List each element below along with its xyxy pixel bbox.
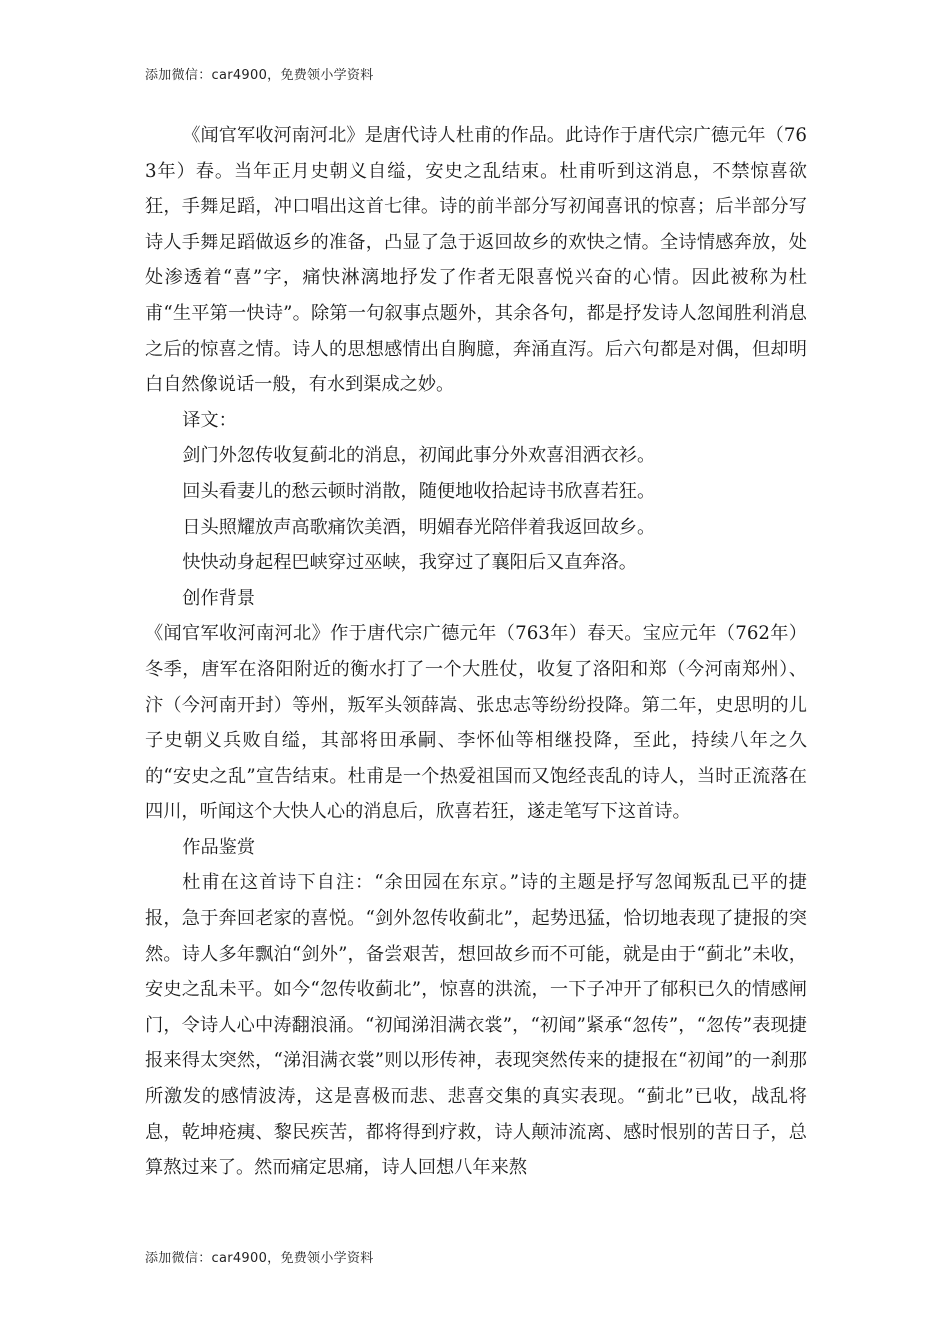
appreciation-paragraph: 杜甫在这首诗下自注：“余田园在东京。”诗的主题是抒写忽闻叛乱已平的捷报，急于奔回老家的喜悦。“剑外忽传收蓟北”，起势迅猛，恰切地表现了捷报的突然。诗人多年飘泊“剑外”，备尝艰苦，想回故乡而不可能，就是由于“蓟北”未收，安史之乱未平。如今“忽传收蓟北”，惊喜的洪流，一下子冲开了郁积已久的情感闸门，令诗人心中涛翻浪涌。“初闻涕泪满衣裳”，“初闻”紧承“忽传”，“忽传”表现捷报来得太突然，“涕泪满衣裳”则以形传神，表现突然传来的捷报在“初闻”的一刹那所激发的感情波涛，这是喜极而悲、悲喜交集的真实表现。“蓟北”已收，战乱将息，乾坤疮痍、黎民疾苦，都将得到疗救，诗人颠沛流离、感时恨别的苦日子，总算熬过来了。然而痛定思痛，诗人回想八年来熬 bbox=[145, 872, 807, 1179]
translation-line: 回头看妻儿的愁云顿时消散，随便地收拾起诗书欣喜若狂。 bbox=[182, 480, 656, 502]
appreciation-heading: 作品鉴赏 bbox=[182, 836, 256, 858]
footer-watermark: 添加微信：car4900，免费领小学资料 bbox=[145, 1251, 374, 1266]
background-paragraph: 《闻官军收河南河北》作于唐代宗广德元年（763年）春天。宝应元年（762年）冬季，唐军在洛阳附近的衡水打了一个大胜仗，收复了洛阳和郑（今河南郑州）、汴（今河南开封）等州，叛军头领薛嵩、张忠志等纷纷投降。第二年，史思明的儿子史朝义兵败自缢，其部将田承嗣、李怀仙等相继投降，至此，持续八年之久的“安史之乱”宣告结束。杜甫是一个热爱祖国而又饱经丧乱的诗人，当时正流落在四川，听闻这个大快人心的消息后，欣喜若狂，遂走笔写下这首诗。 bbox=[145, 623, 807, 823]
background-heading: 创作背景 bbox=[182, 587, 256, 609]
translation-line: 快快动身起程巴峡穿过巫峡，我穿过了襄阳后又直奔洛。 bbox=[182, 552, 637, 574]
translation-line: 日头照耀放声高歌痛饮美酒，明媚春光陪伴着我返回故乡。 bbox=[182, 516, 656, 538]
header-watermark: 添加微信：car4900，免费领小学资料 bbox=[145, 68, 374, 83]
document-body bbox=[145, 118, 807, 1186]
intro-paragraph: 《闻官军收河南河北》是唐代诗人杜甫的作品。此诗作于唐代宗广德元年（763年）春。当年正月史朝义自缢，安史之乱结束。杜甫听到这消息，不禁惊喜欲狂，手舞足蹈，冲口唱出这首七律。诗的前半部分写初闻喜讯的惊喜；后半部分写诗人手舞足蹈做返乡的准备，凸显了急于返回故乡的欢快之情。全诗情感奔放，处处渗透着“喜”字，痛快淋漓地抒发了作者无限喜悦兴奋的心情。因此被称为杜甫“生平第一快诗”。除第一句叙事点题外，其余各句，都是抒发诗人忽闻胜利消息之后的惊喜之情。诗人的思想感情出自胸臆，奔涌直泻。后六句都是对偶，但却明白自然像说话一般，有水到渠成之妙。 bbox=[145, 125, 807, 396]
translation-line: 剑门外忽传收复蓟北的消息，初闻此事分外欢喜泪洒衣衫。 bbox=[182, 445, 656, 467]
translation-heading: 译文： bbox=[182, 409, 237, 431]
